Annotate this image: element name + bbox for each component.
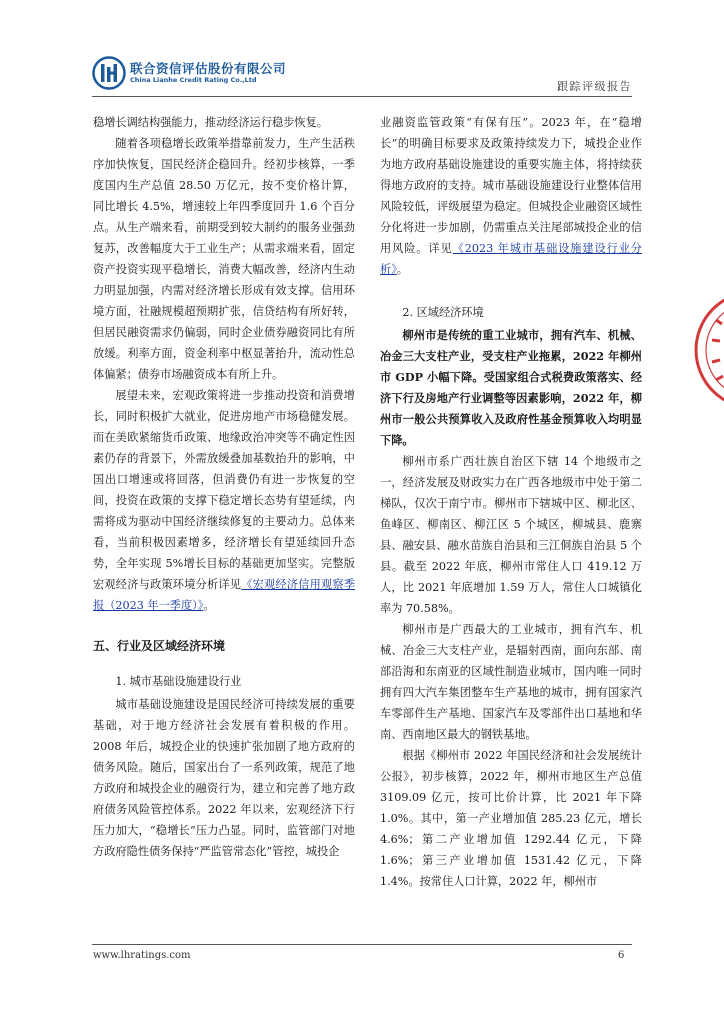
paragraph: 稳增长调结构强能力，推动经济运行稳步恢复。 (93, 116, 328, 129)
paragraph: 城市基础设施建设是国民经济可持续发展的重要基础，对于地方经济社会发展有着积极的作用。2008 年后，城投企业的快速扩张加剧了地方政府的债务风险。随后，国家出台了一系列政策，规范了地方政府和城投企业的融资行为，建立和完善了地方政府债务风险管控体系。2022 年以来，宏观经济下行压力加大，“稳增长”压力凸显。同时，监管部门对地方政府隐性债务保持“严监管常态化”管控，城投企 (93, 698, 355, 858)
company-seal-icon (692, 280, 724, 420)
paragraph-end: 。 (203, 599, 215, 612)
paragraph: 随着各项稳增长政策举措靠前发力，生产生活秩序加快恢复，国民经济企稳回升。经初步核算，一季度国内生产总值 28.50 万亿元，按不变价格计算，同比增长 4.5%，增速较上年四季度回升 1.6 个百分点。从生产端来看，前期受到较大制约的服务业强劲复苏，改善幅度大于工业生产；从需求端来看，固定资产投资实现平稳增长，消费大幅改善，经济内生动力明显加强，内需对经济增长形成有效支撑。信用环境方面，社融规模超预期扩张，信贷结构有所好转，但居民融资需求仍偏弱，同时企业债券融资同比有所放缓。利率方面，资金利率中枢显著抬升，流动性总体偏紧；债券市场融资成本有所上升。 (93, 137, 355, 381)
company-name-en: China Lianhe Credit Rating Co.,Ltd (130, 76, 257, 84)
left-column (93, 112, 355, 862)
paragraph-text: 展望未来，宏观政策将进一步推动投资和消费增长，同时积极扩大就业，促进房地产市场稳健发展。而在美欧紧缩货币政策、地缘政治冲突等不确定性因素仍存的背景下，外需放缓叠加基数抬升的影响，中国出口增速或将回落，但消费仍有进一步恢复的空间，投资在政策的支撑下稳定增长态势有望延续，内需将成为驱动中国经济继续修复的主要动力。总体来看，当前积极因素增多，经济增长有望延续回升态势，全年实现 5%增长目标的基础更加坚实。完整版宏观经济与政策环境分析详见 (93, 389, 355, 591)
right-column (380, 112, 642, 892)
paragraph-text: 业融资监管政策“有保有压”。2023 年，在“稳增长”的明确目标要求及政策持续发力下，城投企业作为地方政府基础设施建设的重要实施主体，将持续获得地方政府的支持。城市基础设施建设行业整体信用风险较低，评级展望为稳定。但城投企业融资区域性分化将进一步加剧，仍需重点关注尾部城投企业的信用风险。详见 (380, 116, 642, 255)
company-logo-icon (92, 56, 126, 90)
footer-divider (92, 944, 632, 945)
paragraph: 柳州市系广西壮族自治区下辖 14 个地级市之一，经济发展及财政实力在广西各地级市中处于第二梯队，仅次于南宁市。柳州市下辖城中区、柳北区、鱼峰区、柳南区、柳江区 5 个城区，柳城县、鹿寨县、融安县、融水苗族自治县和三江侗族自治县 5 个县。截至 2022 年底，柳州市常住人口 419.12 万人，比 2021 年底增加 1.59 万人，常住人口城镇化率为 70.58%。 (380, 455, 642, 615)
page-header (92, 56, 632, 96)
company-name-cn: 联合资信评估股份有限公司 (130, 61, 287, 76)
macro-report-link[interactable]: 《宏观经济信用观察季报（2023 年一季度）》 (93, 578, 355, 612)
report-type: 跟踪评级报告 (557, 80, 632, 93)
summary-paragraph: 柳州市是传统的重工业城市，拥有汽车、机械、冶金三大支柱产业，受支柱产业拖累，2022 年柳州市 GDP 小幅下降。受国家组合式税费政策落实、经济下行及房地产行业调整等因素影响，2022 年，柳州市一般公共预算收入及政府性基金预算收入均明显下降。 (380, 328, 642, 447)
subsection-title: 2. 区域经济环境 (402, 306, 484, 319)
header-divider (92, 96, 632, 97)
industry-report-link[interactable]: 《2023 年城市基础设施建设行业分析》 (380, 242, 642, 276)
paragraph (93, 385, 355, 616)
subsection-title: 1. 城市基础设施建设行业 (115, 675, 242, 688)
footer-url[interactable]: www.lhratings.com (93, 950, 191, 961)
page-number: 6 (618, 950, 625, 961)
paragraph (380, 112, 642, 280)
paragraph: 根据《柳州市 2022 年国民经济和社会发展统计公报》，初步核算，2022 年，柳州市地区生产总值 3109.09 亿元，按可比价计算，比 2021 年下降 1.0%。其中，第一产业增加值 285.23 亿元，增长 4.6%；第二产业增加值 1292.44 亿元，下降 1.6%；第三产业增加值 1531.42 亿元，下降 1.4%。按常住人口计算，2022 年，柳州市 (380, 749, 642, 888)
section-title: 五、行业及区域经济环境 (93, 639, 226, 653)
paragraph: 柳州市是广西最大的工业城市，拥有汽车、机械、冶金三大支柱产业，是辐射西南，面向东部、南部沿海和东南亚的区域性制造业城市，国内唯一同时拥有四大汽车集团整车生产基地的城市，拥有国家汽车零部件生产基地、国家汽车及零部件出口基地和华南、西南地区最大的钢铁基地。 (380, 623, 642, 741)
paragraph-end: 。 (396, 263, 408, 276)
